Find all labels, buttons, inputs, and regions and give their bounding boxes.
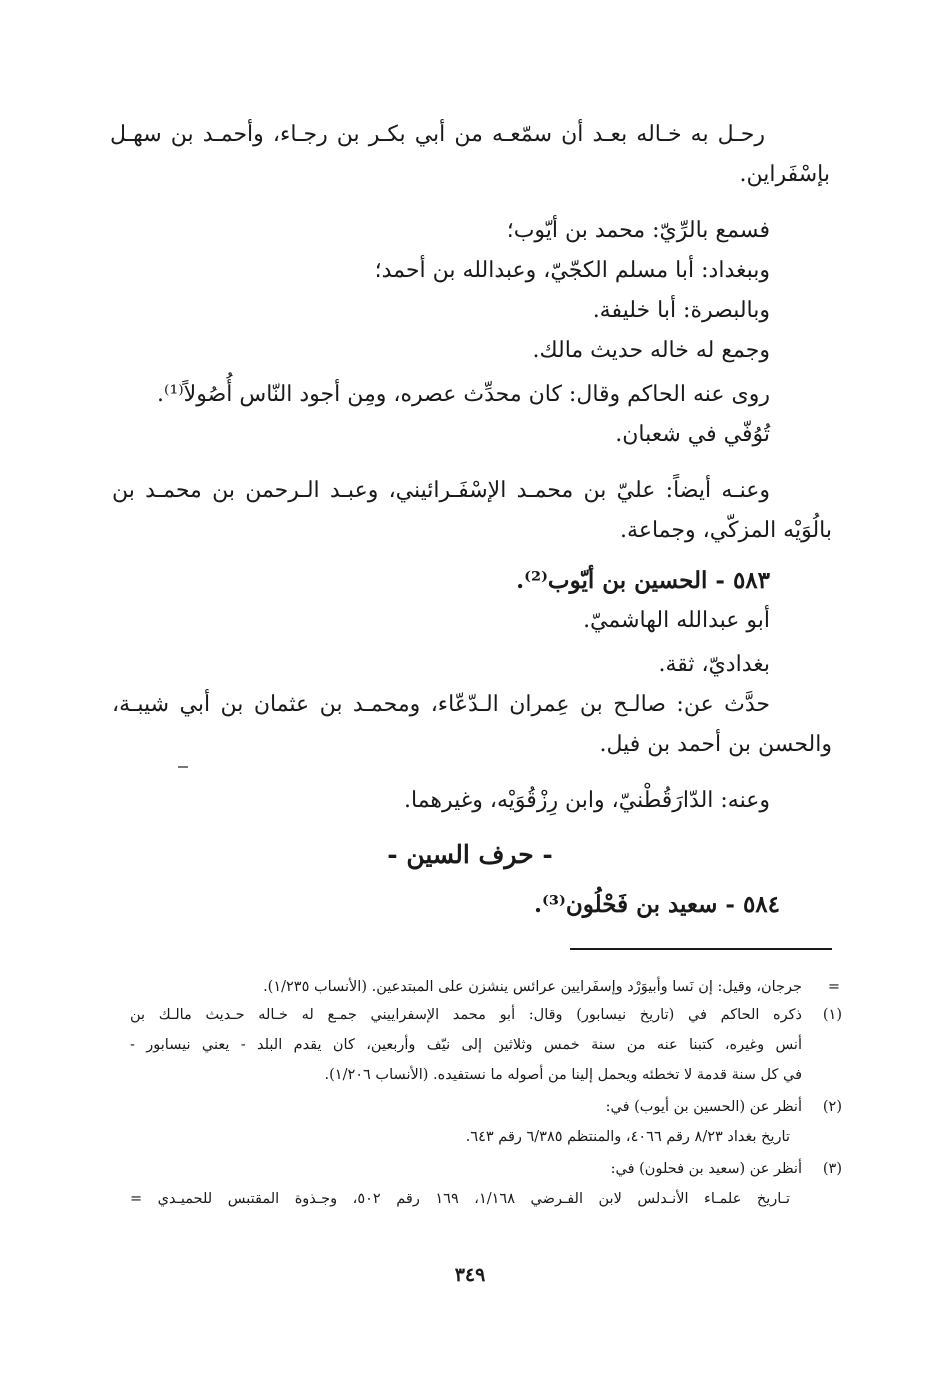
footnote-line: أنس وغيره، كتبنا عنه من سنة خمس وثلاثين إلى نيّف وأربعين، كان يقدم البلد - يعني نيسابور - [130,1037,802,1053]
body-line: رحـل به خـاله بعـد أن سمّعـه من أبي بكـر بن رجـاء، وأحمـد بن سهـل [110,122,765,147]
body-line: أبو عبدالله الهاشميّ. [583,608,770,633]
footnote-marker: (٢) [822,1099,842,1115]
body-line: بالُوَيْه المزكّي، وجماعة. [620,518,832,543]
footnote-line: جرجان، وقيل: إن نَسا وأبيوَرْد وإسفَرايين عرائس ينشزن على المبتدعين. (الأنساب ١/٢٣٥). [263,979,802,995]
body-line: روى عنه الحاكم وقال: كان محدِّث عصره، ومِن أجود النّاس أُصُولاً⁽¹⁾. [157,382,770,407]
footnote-line: تـاريخ علمـاء الأنـدلس لابن الفـرضي ١/١٦٨، ١٦٩ رقم ٥٠٢، وجـذوة المقتبس للحميـدي = [130,1191,790,1207]
body-line: بإسْفَراين. [739,162,830,187]
body-line: حدَّث عن: صالـح بن عِمران الـدّعّاء، ومحمـد بن عثمان بن أبي شيبـة، [112,692,770,717]
body-line: وعنـه أيضاً: عليّ بن محمـد الإسْفَـرائيني، وعبـد الـرحمن بن محمـد بن [112,478,770,503]
footnote-line: في كل سنة قدمة لا تخطئه ويحمل إلينا من أصوله ما نستفيده. (الأنساب ١/٢٠٦). [324,1067,802,1083]
body-line: وعنه: الدّارَقُطْنيّ، وابن رِزْقُوَيْه، وغيرهما. [404,788,770,813]
footnote-line: تاريخ بغداد ٨/٢٣ رقم ٤٠٦٦، والمنتظم ٦/٣٨٥ رقم ٦٤٣. [465,1129,790,1145]
entry-heading-583: ٥٨٣ - الحسين بن أيّوب⁽²⁾. [516,567,770,594]
body-line: وجمع له خاله حديث مالك. [532,338,770,363]
body-line: فسمع بالرِّيّ: محمد بن أيّوب؛ [506,218,770,243]
body-line: تُوُفّي في شعبان. [615,422,770,447]
body-line: وبالبصرة: أبا خليفة. [592,298,770,323]
page-number: ٣٤٩ [454,1264,486,1286]
body-line: بغداديّ، ثقة. [658,652,770,677]
body-line: وببغداد: أبا مسلم الكجّيّ، وعبدالله بن أحمد؛ [374,258,770,283]
footnote-marker: (١) [822,1007,842,1023]
entry-heading-584: ٥٨٤ - سعيد بن فَحْلُون⁽³⁾. [534,891,780,918]
footnote-line: أنظر عن (سعيد بن فحلون) في: [610,1161,802,1177]
footnote-marker: = [827,979,840,995]
footnote-marker: (٣) [822,1161,842,1177]
section-title: - حرف السين - [387,840,553,869]
footnote-line: ذكره الحاكم في (تاريخ نيسابور) وقال: أبو محمد الإسفراييني جمـع له خـاله حـديث مالـك بن [130,1007,802,1023]
footnote-separator [570,948,832,950]
print-speck [178,766,188,768]
body-line: والحسن بن أحمد بن فيل. [599,732,832,757]
footnote-line: أنظر عن (الحسين بن أيوب) في: [605,1099,802,1115]
